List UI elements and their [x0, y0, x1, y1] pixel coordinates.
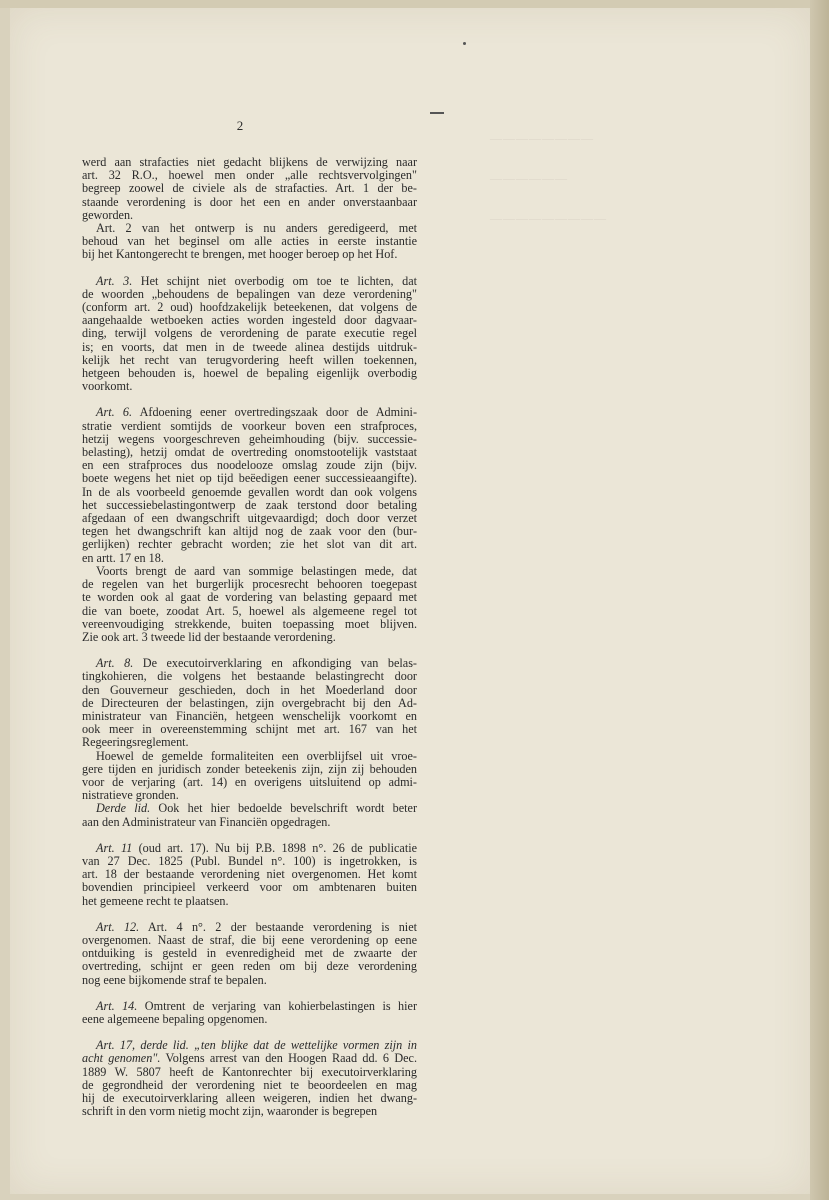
- bleed-through-shadow: ———————— —————— —————————: [490, 131, 607, 225]
- line-text: ministrateur van Financiën, hetgeen wenschelijk voorkomt en: [82, 708, 417, 723]
- article-heading: Art. 8.: [96, 656, 134, 671]
- line-text: werd aan strafacties niet gedacht blijkens de verwijzing naar: [82, 155, 417, 169]
- line-text: Hoewel de gemelde formaliteiten een overblijfsel uit vroe-: [96, 748, 417, 763]
- line-text: te worden ook al gaat de vordering van belasting gepaard met: [82, 590, 417, 605]
- line-text: aangehaalde wetboeken acties worden ingesteld door dagvaar-: [82, 313, 417, 328]
- text-line: [82, 895, 417, 908]
- line-text: eene algemeene bepaling opgenomen.: [82, 1011, 268, 1026]
- paragraph: [82, 222, 417, 262]
- line-text: Art. 2 van het ontwerp is nu anders geredigeerd, met: [96, 221, 417, 236]
- article-heading: Art. 17, derde lid. „ten blijke dat de wettelijke vormen zijn in: [96, 1038, 417, 1053]
- line-text: vereenvoudiging strekkende, buiten toepassing moet blijven.: [82, 616, 417, 631]
- line-text: gerlijken) rechter gebracht worden; zie het slot van dit art.: [82, 537, 417, 552]
- text-line: [82, 816, 417, 829]
- line-text: het gemeene recht te plaatsen.: [82, 893, 229, 908]
- scan-right-border: [810, 0, 829, 1200]
- paragraph: [82, 1000, 417, 1026]
- line-text: boete wegens het niet op tijd beëedigen eener successieaangifte).: [82, 471, 417, 486]
- line-text: Volgens arrest van den Hoogen Raad dd. 6 Dec.: [160, 1051, 417, 1066]
- line-text: en artt. 17 en 18.: [82, 550, 164, 565]
- body-text-column: [82, 156, 417, 1118]
- paragraph: [82, 275, 417, 394]
- line-text: hij de executoirverklaring alleen weigeren, indien het dwang-: [82, 1091, 417, 1105]
- line-text: (oud art. 17). Nu bij P.B. 1898 n°. 26 de publicatie: [132, 840, 418, 855]
- paragraph: [82, 156, 417, 222]
- line-text: de Directeuren der belastingen, zijn overgebracht bij den Ad-: [82, 695, 417, 710]
- line-text: schrift in den vorm nietig mocht zijn, waaronder is begrepen: [82, 1104, 378, 1119]
- line-text: voor de verjaring (art. 14) en overigens uitsluitend op admi-: [82, 774, 417, 789]
- text-line: [82, 974, 417, 987]
- line-text: Zie ook art. 3 tweede lid der bestaande verordening.: [82, 629, 336, 644]
- line-text: tingkohieren, die volgens het bestaande belastingrecht door: [82, 669, 417, 684]
- line-text: Regeeringsreglement.: [82, 735, 189, 750]
- paragraph: [82, 657, 417, 749]
- text-line: [82, 1013, 417, 1026]
- line-text: het successiebelastingontwerp de zaak terstond door betaling: [82, 497, 417, 512]
- line-text: begreep zoowel de civiele als de strafacties. Art. 1 der be-: [82, 181, 417, 196]
- text-line: [82, 631, 417, 644]
- line-text: ook meer in overeenstemming schijnt met art. 167 van het: [82, 722, 417, 737]
- line-text: tegen het dwangschrift kan altijd nog de zaak voor den (bur-: [82, 524, 417, 539]
- line-text: overgenomen. Naast de straf, die bij eene verordening op eene: [82, 932, 417, 947]
- ink-speck: [463, 42, 466, 45]
- article-heading: Derde lid.: [96, 801, 151, 816]
- line-text: den Gouverneur geschieden, doch in het Moederland door: [82, 682, 417, 697]
- paragraph: [82, 1039, 417, 1118]
- paragraph: [82, 565, 417, 644]
- page-number: 2: [236, 118, 244, 133]
- line-text: aan den Administrateur van Financiën opgedragen.: [82, 814, 331, 829]
- ink-dash-mark: [430, 112, 444, 114]
- paragraph: [82, 802, 417, 828]
- line-text: Het schijnt niet overbodig om toe te lichten, dat: [132, 273, 417, 288]
- line-text: de regelen van het burgerlijk procesrecht behooren toegepast: [82, 577, 417, 592]
- line-text: ding, terwijl volgens de verordening de parate executie regel: [82, 326, 417, 341]
- line-text: art. 18 der bestaande verordening niet overgenomen. Het komt: [82, 867, 417, 882]
- line-text: Omtrent de verjaring van kohierbelastingen is hier: [137, 998, 418, 1013]
- line-text: Afdoening eener overtredingszaak door de Admini-: [132, 405, 418, 420]
- paragraph: [82, 406, 417, 564]
- line-text: ontduiking is gesteld in evenredigheid met de zwaarte der: [82, 946, 417, 961]
- line-text: stratie verdient somtijds de voorkeur boven een strafproces,: [82, 418, 417, 433]
- paragraph: [82, 750, 417, 803]
- text-line: [82, 248, 417, 261]
- article-heading: Art. 12.: [96, 919, 140, 934]
- line-text: nistratieve gronden.: [82, 788, 179, 803]
- line-text: De executoirverklaring en afkondiging van belas-: [133, 656, 417, 671]
- line-text: hetgeen behouden is, hoewel de bepaling eigenlijk overbodig: [82, 366, 417, 381]
- line-text: geworden.: [82, 207, 134, 222]
- article-heading: Art. 6.: [96, 405, 133, 420]
- line-text: de gegrondheid der verordening niet te beoordeelen en mag: [82, 1077, 417, 1092]
- line-text: Ook het hier bedoelde bevelschrift wordt beter: [150, 801, 418, 816]
- line-text: Voorts brengt de aard van sommige belastingen mede, dat: [96, 563, 417, 578]
- article-heading: Art. 14.: [96, 998, 138, 1013]
- line-text: overtreding, schijnt er geen reden om bij deze verordening: [82, 959, 417, 974]
- line-text: art. 32 R.O., hoewel men onder „alle rechtsvervolgingen": [82, 168, 417, 183]
- line-text: bovendien principieel verkeerd voor om ambtenaren buiten: [82, 880, 417, 895]
- line-text: de woorden „behoudens de bepalingen van deze verordening": [82, 286, 417, 301]
- paragraph: [82, 921, 417, 987]
- line-text: behoud van het beginsel om alle acties in eerste instantie: [82, 234, 417, 249]
- line-text: staande verordening is door het een en ander onverstaanbaar: [82, 194, 417, 209]
- line-text: hetzij wegens voorgeschreven geheimhouding (bijv. successie-: [82, 431, 417, 446]
- text-line: [82, 380, 417, 393]
- line-text: In de als voorbeeld genoemde gevallen wordt dan ook volgens: [82, 484, 417, 499]
- line-text: 1889 W. 5807 heeft de Kantonrechter bij executoirverklaring: [82, 1064, 417, 1079]
- article-heading: Art. 3.: [96, 273, 133, 288]
- line-text: gere tijden en juridisch zonder beteekenis zijn, zijn zij behouden: [82, 761, 417, 776]
- line-text: die van boete, zoodat Art. 5, hoewel als algemeene regel tot: [82, 603, 417, 618]
- text-line: [82, 1105, 417, 1118]
- line-text: en een strafproces dus noodelooze omslag zoude zijn (bijv.: [82, 458, 417, 473]
- line-text: belasting), hetzij omdat de overtreding onomstootelijk vaststaat: [82, 445, 417, 460]
- scan-top-border: [0, 0, 829, 8]
- line-text: kelijk het recht van terugvordering heeft willen toekennen,: [82, 352, 417, 367]
- line-text: van 27 Dec. 1825 (Publ. Bundel n°. 100) is ingetrokken, is: [82, 853, 417, 868]
- line-text: Art. 4 n°. 2 der bestaande verordening is niet: [139, 919, 417, 934]
- line-text: voorkomt.: [82, 379, 133, 394]
- article-heading: acht genomen".: [82, 1051, 161, 1066]
- paragraph: [82, 842, 417, 908]
- line-text: is; en voorts, dat men in de tweede alinea destijds uitdruk-: [82, 339, 417, 354]
- line-text: (conform art. 2 oud) hoofdzakelijk beteekenen, dat volgens de: [82, 300, 417, 315]
- line-text: bij het Kantongerecht te brengen, met hooger beroep op het Hof.: [82, 247, 398, 262]
- line-text: nog eene bijkomende straf te bepalen.: [82, 972, 267, 987]
- article-heading: Art. 11: [96, 840, 133, 855]
- line-text: afgedaan of een dwangschrift uitgevaardigd; doch door verzet: [82, 511, 417, 526]
